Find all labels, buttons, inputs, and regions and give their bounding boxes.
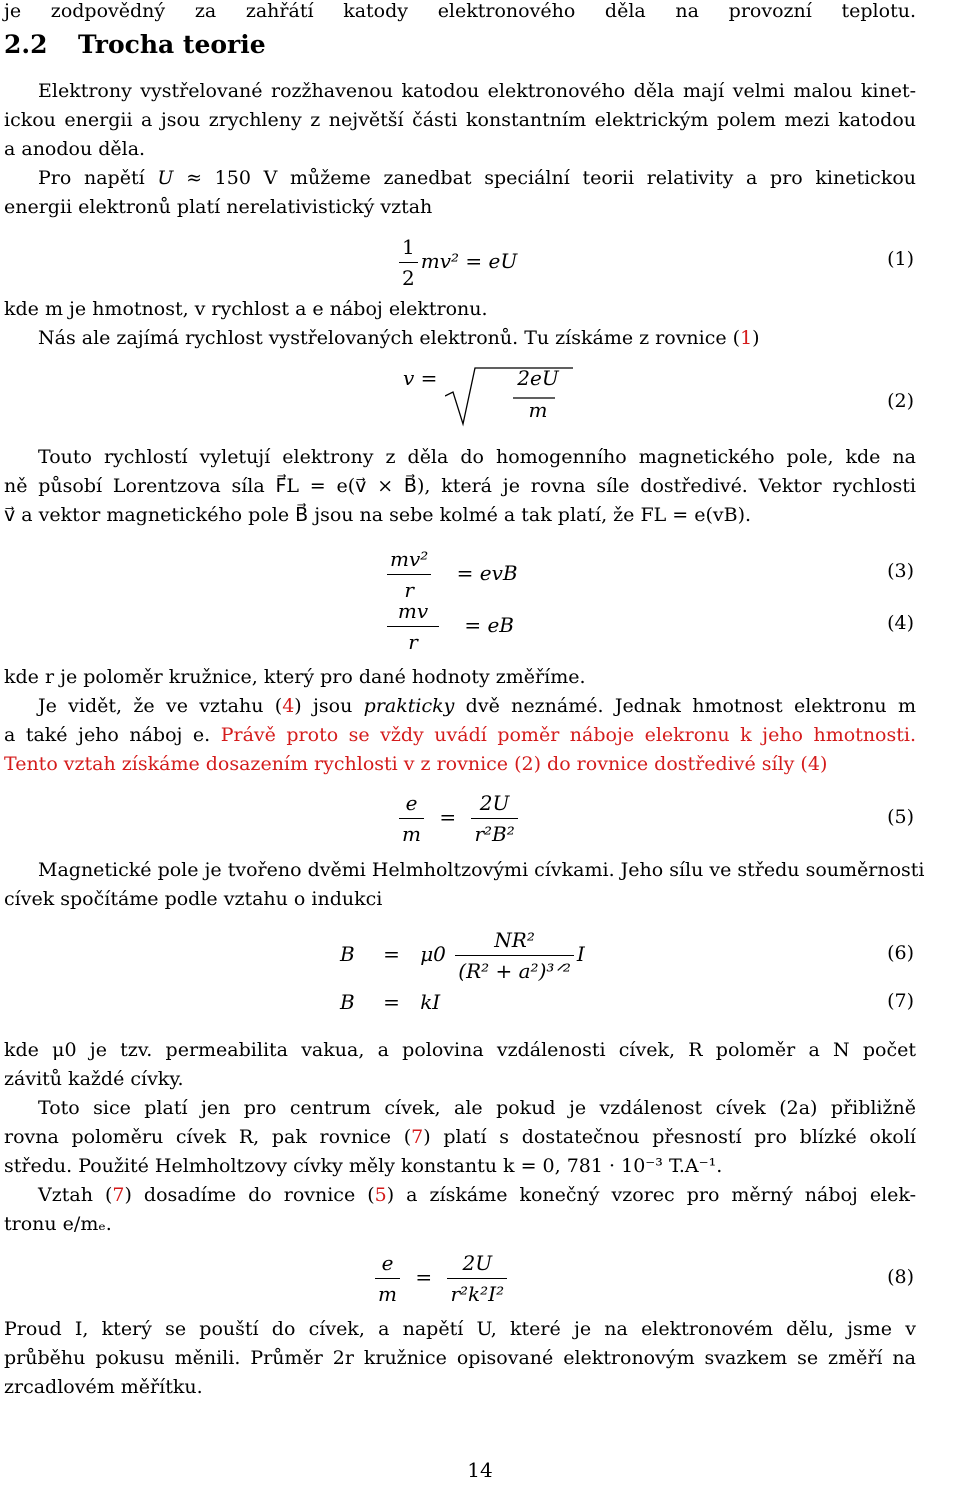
equals-sign: =	[383, 942, 400, 966]
paragraph-line: Toto sice platí jen pro centrum cívek, ale pokud je vzdálenost cívek (2a) přibližně	[38, 1097, 916, 1119]
paragraph-line: kde μ0 je tzv. permeabilita vakua, a polovina vzdálenosti cívek, R poloměr a N počet	[4, 1039, 916, 1061]
equation-rhs: kI	[420, 990, 441, 1014]
equation-ref-link[interactable]: 5	[374, 1184, 387, 1206]
equation-ref-link[interactable]: 1	[740, 327, 753, 349]
highlighted-text: Právě proto se vždy uvádí poměr náboje elekronu k jeho hmotnosti.	[220, 724, 916, 746]
section-number: 2.2	[4, 30, 48, 59]
equation-ref-link[interactable]: 2	[521, 753, 534, 775]
equation-lhs: v =	[403, 366, 438, 390]
fraction-denominator: m	[528, 398, 548, 422]
emphasis-text: prakticky	[363, 695, 455, 717]
paragraph-line: a anodou děla.	[4, 138, 146, 160]
text-span: Vztah (	[38, 1184, 113, 1206]
page-number: 14	[467, 1458, 493, 1482]
equation-label: (3)	[887, 560, 914, 582]
equation-label: (2)	[887, 390, 914, 412]
fraction-numerator: 2U	[471, 788, 517, 819]
paragraph-line: zrcadlovém měřítku.	[4, 1376, 203, 1398]
equation-label: (6)	[887, 942, 914, 964]
paragraph-line: Elektrony vystřelované rozžhavenou katodou elektronového děla mají velmi malou kinet-	[38, 80, 916, 102]
equation-body: mv² = eU	[420, 249, 518, 273]
fraction-numerator: 2U	[447, 1248, 507, 1279]
fraction-numerator: mv²	[387, 544, 431, 575]
text-line: je zodpovědný za zahřátí katody elektronového děla na provozní teplotu.	[4, 0, 916, 22]
fraction-denominator: 2	[402, 266, 415, 290]
paragraph-line: závitů každé cívky.	[4, 1068, 184, 1090]
text-span: ≈ 150 V můžeme zanedbat speciální teorii relativity a pro kinetickou	[186, 167, 917, 189]
paragraph-line: Proud I, který se pouští do cívek, a napětí U, které je na elektronovém dělu, jsme v	[4, 1318, 916, 1340]
text-span: ) platí s dostatečnou přesností pro blízké okolí	[423, 1126, 916, 1148]
equation-label: (7)	[887, 990, 914, 1012]
paragraph-line: energii elektronů platí nerelativistický vztah	[4, 196, 433, 218]
paragraph-line	[38, 164, 916, 193]
highlighted-text: ) do rovnice dostředivé síly (	[533, 753, 808, 775]
equation-rhs: = evB	[456, 561, 518, 585]
text-span: dvě neznámé. Jednak hmotnost elektronu m	[454, 695, 917, 717]
paragraph-line: Magnetické pole je tvořeno dvěmi Helmholtzovými cívkami. Jeho sílu ve středu souměrnosti	[38, 859, 925, 881]
equation-rhs: = eB	[464, 613, 515, 637]
equation-lhs: B	[340, 942, 355, 966]
equation-1	[0, 232, 960, 292]
paragraph-line	[38, 324, 760, 353]
fraction-numerator: e	[375, 1248, 400, 1279]
fraction-denominator: r	[408, 630, 418, 654]
fraction-numerator: NR²	[455, 925, 574, 956]
equation-ref-link[interactable]: 7	[411, 1126, 424, 1148]
paragraph-line: Touto rychlostí vyletují elektrony z děla do homogenního magnetického pole, kde na	[38, 446, 916, 468]
fraction-numerator: mv	[387, 596, 439, 627]
text-span: ) jsou	[294, 695, 364, 717]
equation-label: (1)	[887, 248, 914, 270]
equation-ref-link[interactable]: 4	[282, 695, 295, 717]
fraction-denominator: r	[404, 578, 414, 602]
text-span: rovna poloměru cívek R, pak rovnice (	[4, 1126, 412, 1148]
equation-4	[0, 596, 960, 656]
fraction-denominator: r²k²I²	[450, 1282, 505, 1306]
equation-lhs: B	[340, 990, 355, 1014]
highlighted-text: Tento vztah získáme dosazením rychlosti v z rovnice (	[4, 753, 522, 775]
equation-2	[0, 368, 960, 428]
text-span: ) dosadíme do rovnice (	[124, 1184, 375, 1206]
equation-8	[0, 1248, 960, 1308]
paragraph-line: ně působí Lorentzova síla F⃗L = e(v⃗ × B⃗), která je rovna síle dostředivé. Vektor rychlosti	[4, 475, 916, 497]
fraction-denominator: m	[378, 1282, 397, 1306]
fraction	[399, 232, 418, 293]
fraction	[447, 1248, 507, 1309]
fraction-numerator: 1	[399, 232, 418, 263]
paragraph-line: tronu e/mₑ.	[4, 1213, 112, 1235]
equation-5	[0, 788, 960, 848]
current-symbol: I	[576, 942, 585, 966]
fraction-numerator: 2eU	[517, 366, 559, 390]
text-span: Pro napětí	[38, 167, 145, 189]
section-heading	[4, 28, 266, 62]
paragraph-line	[38, 692, 916, 721]
paragraph-line: průběhu pokusu měnili. Průměr 2r kružnice opisované elektronovým svazkem se změří na	[4, 1347, 916, 1369]
equation-6	[0, 925, 960, 985]
fraction	[455, 925, 574, 986]
fraction-denominator: (R² + a²)³ᐟ²	[458, 959, 571, 983]
equation-ref-link[interactable]: 7	[112, 1184, 125, 1206]
paragraph-line	[4, 750, 827, 779]
text-span: a také jeho náboj e.	[4, 724, 221, 746]
paragraph-line	[4, 1123, 916, 1152]
section-title: Trocha teorie	[78, 30, 266, 59]
equals-sign: =	[415, 1265, 433, 1289]
fraction	[471, 788, 517, 849]
highlighted-text: )	[819, 753, 828, 775]
equation-label: (5)	[887, 806, 914, 828]
paragraph-line	[38, 1181, 916, 1210]
equation-3	[0, 544, 960, 604]
paragraph-line: ickou energii a jsou zrychleny z největší části konstantním elektrickým polem mezi katodou	[4, 109, 916, 131]
equation-ref-link[interactable]: 4	[807, 753, 820, 775]
fraction-denominator: r²B²	[474, 822, 515, 846]
text-span: Nás ale zajímá rychlost vystřelovaných elektronů. Tu získáme z rovnice (	[38, 327, 741, 349]
equation-label: (8)	[887, 1266, 914, 1288]
math-var: U	[157, 167, 174, 189]
paragraph-line: cívek spočítáme podle vztahu o indukci	[4, 888, 383, 910]
fraction	[375, 1248, 400, 1309]
equation-label: (4)	[887, 612, 914, 634]
paragraph-line	[4, 721, 916, 750]
equals-sign: =	[383, 990, 400, 1014]
text-span: )	[752, 327, 760, 349]
text-span: Je vidět, že ve vztahu (	[38, 695, 283, 717]
text-span: ) a získáme konečný vzorec pro měrný náboj elek-	[386, 1184, 916, 1206]
paragraph-line: středu. Použité Helmholtzovy cívky měly konstantu k = 0, 781 · 10⁻³ T.A⁻¹.	[4, 1155, 723, 1177]
paragraph-line: kde m je hmotnost, v rychlost a e náboj elektronu.	[4, 298, 488, 320]
paragraph-line: v⃗ a vektor magnetického pole B⃗ jsou na sebe kolmé a tak platí, že FL = e(vB).	[4, 504, 752, 526]
fraction-denominator: m	[402, 822, 421, 846]
fraction	[387, 596, 439, 657]
fraction	[399, 788, 424, 849]
equals-sign: =	[439, 805, 457, 829]
fraction-numerator: e	[399, 788, 424, 819]
mu-symbol: μ0	[420, 942, 446, 966]
paragraph-line: kde r je poloměr kružnice, který pro dané hodnoty změříme.	[4, 666, 586, 688]
